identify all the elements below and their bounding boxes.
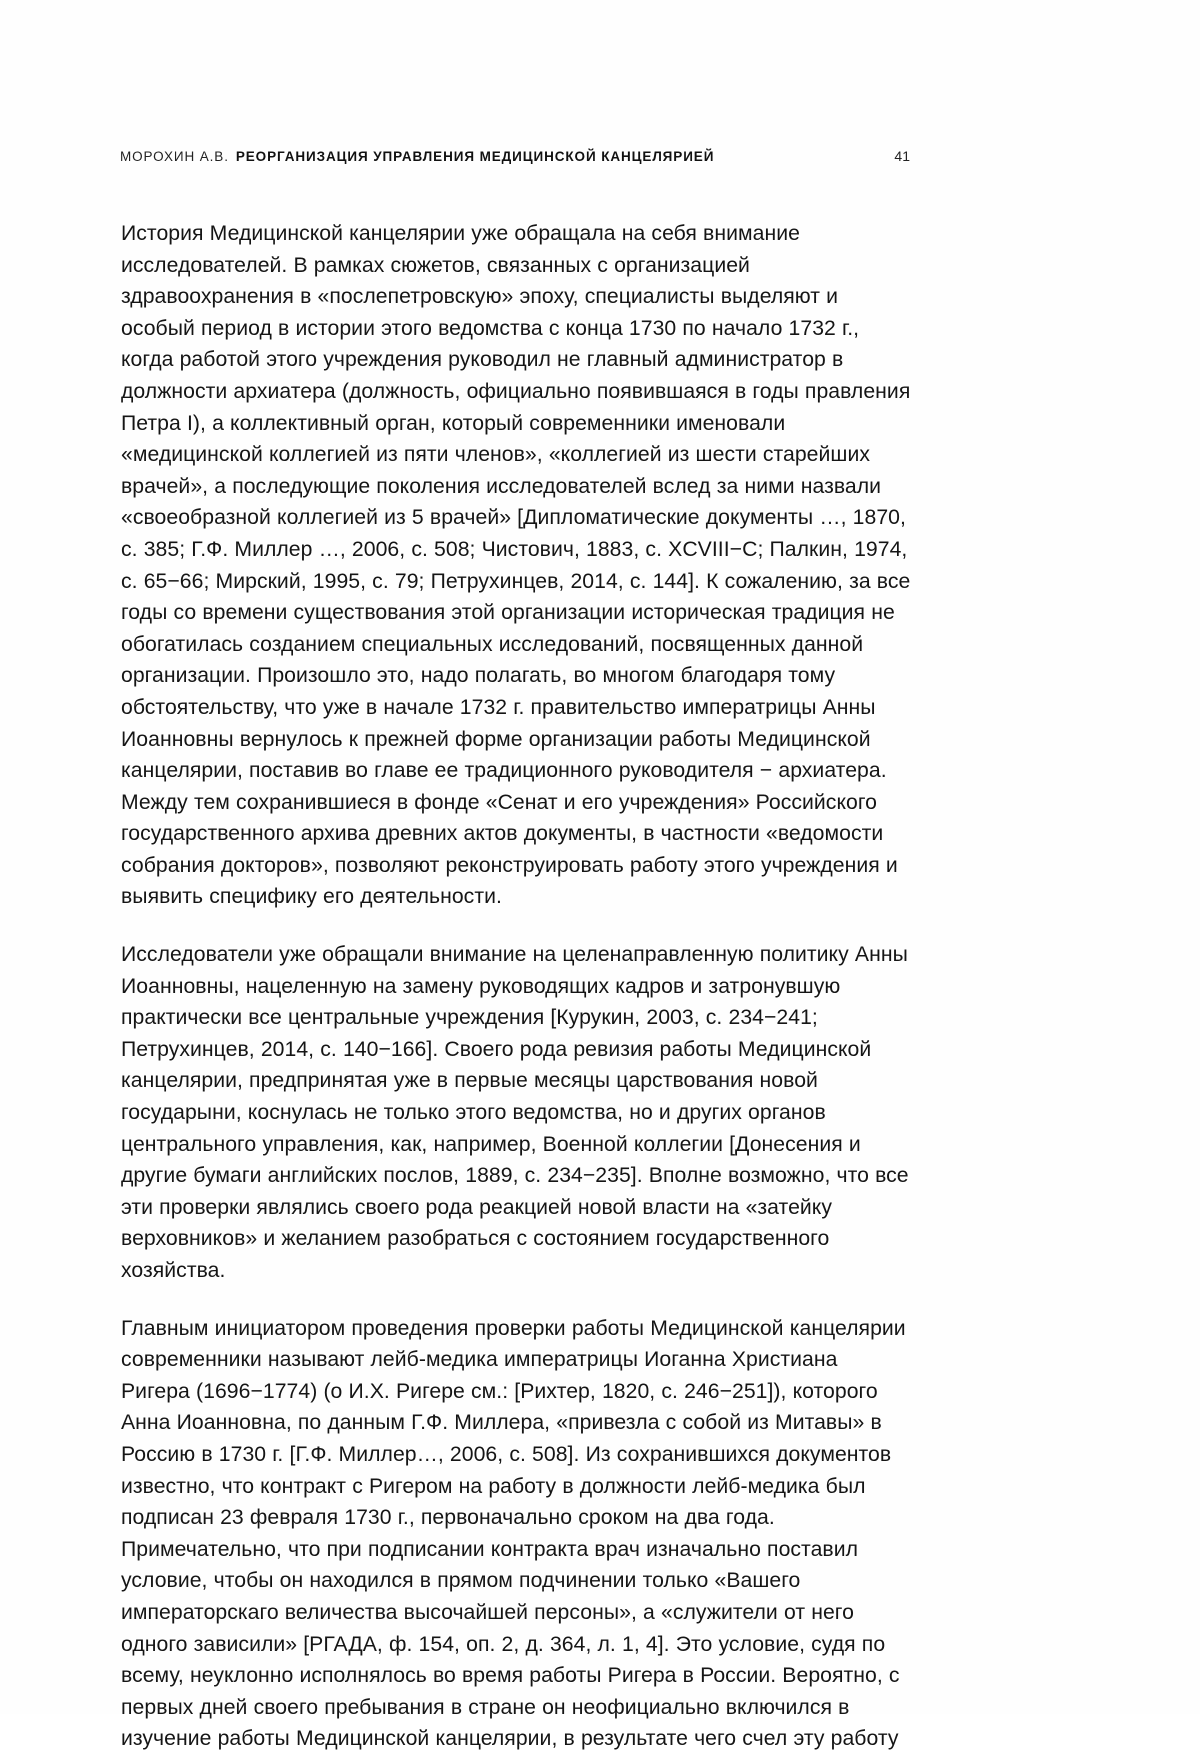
- page-number: 41: [894, 148, 910, 164]
- paragraph: Исследователи уже обращали внимание на целенаправленную политику Анны Иоанновны, нацеленную на замену руководящих кадров и затронувшую практически все центральные учреждения [Курукин, 2003, с. 234−241; Петрухинцев, 2014, с. 140−166]. Своего рода ревизия работы Медицинской канцелярии, предпринятая уже в первые месяцы царствования новой государыни, коснулась не только этого ведомства, но и других органов центрального управления, как, например, Военной коллегии [Донесения и другие бумаги английских послов, 1889, с. 234−235]. Вполне возможно, что все эти проверки являлись своего рода реакцией новой власти на «затейку верховников» и желанием разобраться с состоянием государственного хозяйства.: [121, 943, 909, 1282]
- paragraph: Главным инициатором проведения проверки работы Медицинской канцелярии современники называют лейб-медика императрицы Иоганна Христиана Ригера (1696−1774) (о И.Х. Ригере см.: [Рихтер, 1820, с. 246−251]), которого Анна Иоанновна, по данным Г.Ф. Миллера, «привезла с собой из Митавы» в Россию в 1730 г. [Г.Ф. Миллер…, 2006, с. 508]. Из сохранившихся документов известно, что контракт с Ригером на работу в должности лейб-медика был подписан 23 февраля 1730 г., первоначально сроком на два года. Примечательно, что при подписании контракта врач изначально поставил условие, чтобы он находился в прямом подчинении только «Вашего императорскаго величества высочайшей персоны», а «служители от него одного зависили» [РГАДА, ф. 154, оп. 2, д. 364, л. 1, 4]. Это условие, судя по всему, неуклонно исполнялось во время работы Ригера в России. Вероятно, с первых дней своего пребывания в стране он неофициально включился в изучение работы Медицинской канцелярии, в результате чего счел эту работу: [121, 1316, 906, 1751]
- running-head-author: МОРОХИН А.В.: [120, 149, 229, 164]
- running-head: [120, 148, 910, 164]
- running-head-title: РЕОРГАНИЗАЦИЯ УПРАВЛЕНИЯ МЕДИЦИНСКОЙ КАНЦЕЛЯРИЕЙ: [235, 149, 715, 164]
- body-text-column: [121, 218, 911, 1755]
- running-head-text: [120, 149, 714, 164]
- paragraph: История Медицинской канцелярии уже обращала на себя внимание исследователей. В рамках сюжетов, связанных с организацией здравоохранения в «послепетровскую» эпоху, специалисты выделяют и особый период в истории этого ведомства с конца 1730 по начало 1732 г., когда работой этого учреждения руководил не главный администратор в должности архиатера (должность, официально появившаяся в годы правления Петра I), а коллективный орган, который современники именовали «медицинской коллегией из пяти членов», «коллегией из шести старейших врачей», а последующие поколения исследователей вслед за ними назвали «своеобразной коллегией из 5 врачей» [Дипломатические документы …, 1870, с. 385; Г.Ф. Миллер …, 2006, с. 508; Чистович, 1883, с. XCVIII−C; Палкин, 1974, с. 65−66; Мирский, 1995, с. 79; Петрухинцев, 2014, с. 144]. К сожалению, за все годы со времени существования этой организации историческая традиция не обогатилась созданием специальных исследований, посвященных данной организации. Произошло это, надо полагать, во многом благодаря тому обстоятельству, что уже в начале 1732 г. правительство императрицы Анны Иоанновны вернулось к прежней форме организации работы Медицинской канцелярии, поставив во главе ее традиционного руководителя − архиатера. Между тем сохранившиеся в фонде «Сенат и его учреждения» Российского государственного архива древних актов документы, в частности «ведомости собрания докторов», позволяют реконструировать работу этого учреждения и выявить специфику его деятельности.: [121, 222, 911, 909]
